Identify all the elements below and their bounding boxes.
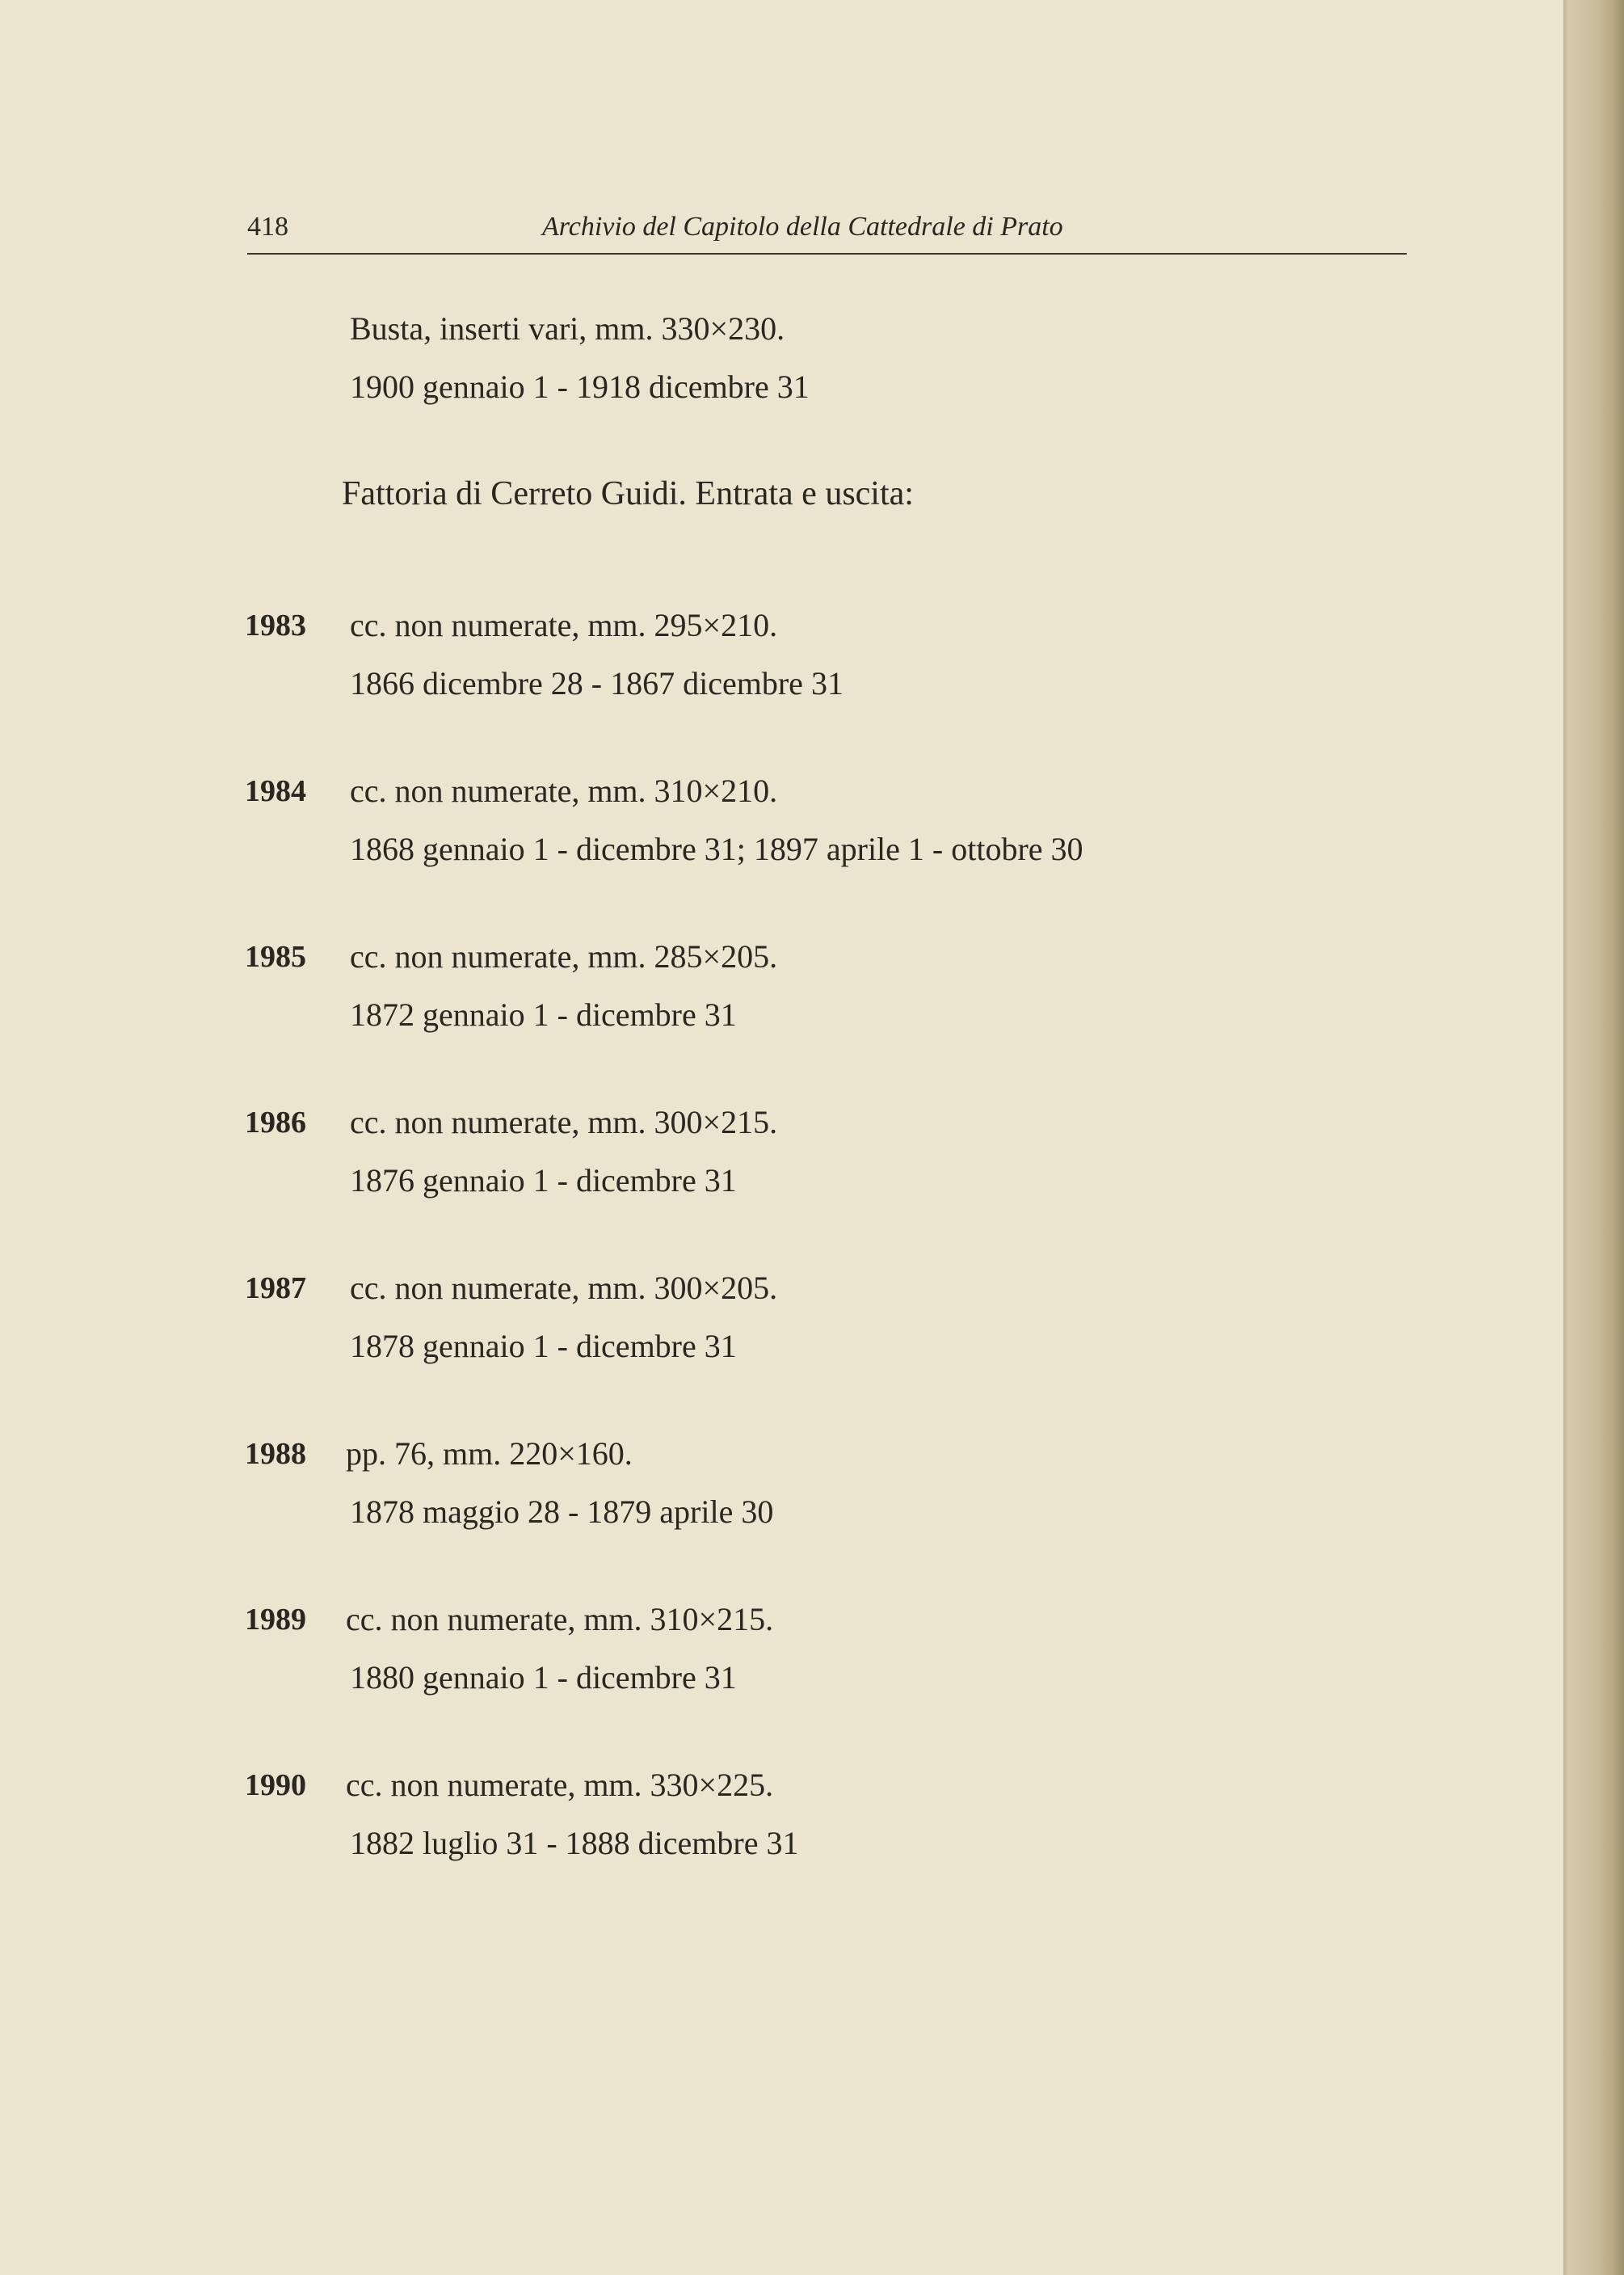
preceding-entry-dates: 1900 gennaio 1 - 1918 dicembre 31	[350, 369, 810, 405]
entry-dates: 1866 dicembre 28 - 1867 dicembre 31	[350, 665, 844, 701]
entry-number: 1989	[245, 1603, 306, 1637]
entry-description: cc. non numerate, mm. 295×210.	[350, 607, 778, 643]
entry-number: 1990	[245, 1768, 306, 1802]
entry-number: 1987	[245, 1271, 306, 1305]
entry-dates: 1882 luglio 31 - 1888 dicembre 31	[350, 1825, 799, 1861]
entry-description: pp. 76, mm. 220×160.	[346, 1435, 633, 1472]
entry-number: 1988	[245, 1437, 306, 1471]
entry-description: cc. non numerate, mm. 330×225.	[346, 1767, 774, 1803]
entry-number: 1983	[245, 609, 306, 642]
entry-description: cc. non numerate, mm. 300×215.	[350, 1104, 778, 1140]
page-header	[247, 212, 1407, 252]
section-heading: Fattoria di Cerreto Guidi. Entrata e uscita:	[342, 475, 914, 512]
entry-dates: 1872 gennaio 1 - dicembre 31	[350, 996, 737, 1033]
entry-dates: 1880 gennaio 1 - dicembre 31	[350, 1659, 737, 1696]
entry-dates: 1876 gennaio 1 - dicembre 31	[350, 1162, 737, 1199]
entry-description: cc. non numerate, mm. 285×205.	[350, 938, 778, 975]
running-title: Archivio del Capitolo della Cattedrale di Prato	[542, 212, 1063, 242]
preceding-entry-description: Busta, inserti vari, mm. 330×230.	[350, 310, 785, 347]
entry-dates: 1878 gennaio 1 - dicembre 31	[350, 1328, 737, 1364]
entry-dates: 1878 maggio 28 - 1879 aprile 30	[350, 1493, 774, 1530]
page-number: 418	[247, 212, 288, 242]
entry-number: 1985	[245, 940, 306, 974]
entry-dates: 1868 gennaio 1 - dicembre 31; 1897 aprile 1 - ottobre 30	[350, 831, 1083, 867]
header-rule	[247, 253, 1407, 255]
entry-number: 1986	[245, 1106, 306, 1140]
entry-description: cc. non numerate, mm. 310×215.	[346, 1601, 774, 1637]
entry-description: cc. non numerate, mm. 300×205.	[350, 1270, 778, 1306]
entry-number: 1984	[245, 774, 306, 808]
entry-description: cc. non numerate, mm. 310×210.	[350, 773, 778, 809]
page-edge	[1563, 0, 1624, 2275]
